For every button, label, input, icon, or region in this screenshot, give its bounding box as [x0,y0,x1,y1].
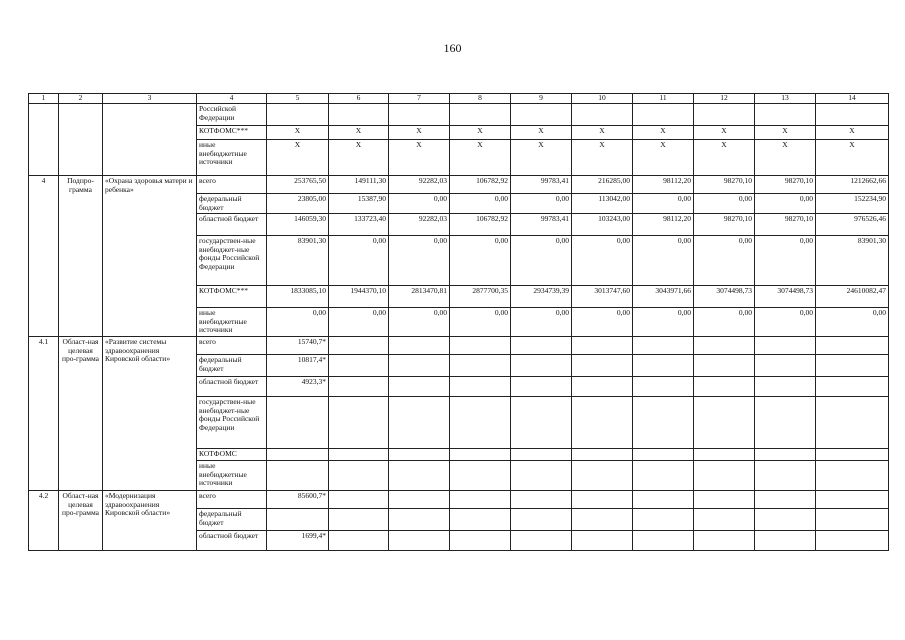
value-cell: 98270,10 [755,214,816,236]
value-cell: 146059,30 [267,214,329,236]
value-cell: 0,00 [572,236,633,286]
value-cell [755,448,816,460]
column-header: 10 [572,94,633,104]
value-cell: 113042,00 [572,194,633,214]
value-cell [572,460,633,490]
value-cell [755,490,816,508]
value-cell [816,460,889,490]
value-cell [694,104,755,126]
column-header: 9 [511,94,572,104]
value-cell: 98270,10 [694,214,755,236]
value-cell: 0,00 [633,308,694,337]
value-cell [816,104,889,126]
value-cell: 4923,3* [267,376,329,396]
value-cell: X [389,126,450,140]
value-cell: X [633,140,694,176]
value-cell: X [267,126,329,140]
value-cell [329,460,389,490]
value-cell [572,376,633,396]
value-cell: 0,00 [511,236,572,286]
value-cell: 3043971,66 [633,286,694,308]
source-cell: иные внебюджетные источники [197,308,267,337]
value-cell: X [572,140,633,176]
value-cell: 103243,00 [572,214,633,236]
value-cell: 92282,03 [389,214,450,236]
value-cell [755,530,816,550]
column-header: 1 [29,94,59,104]
value-cell: 2813470,81 [389,286,450,308]
value-cell: 0,00 [755,194,816,214]
continuation-title-cell [103,104,197,176]
value-cell [572,104,633,126]
value-cell: 0,00 [450,236,511,286]
value-cell: X [450,140,511,176]
value-cell [816,448,889,460]
value-cell: 0,00 [511,194,572,214]
value-cell: 0,00 [389,194,450,214]
section-title: «Модернизация здравоохранения Кировской области» [103,490,197,550]
value-cell: 83901,30 [267,236,329,286]
value-cell: X [816,126,889,140]
value-cell [694,460,755,490]
value-cell [816,508,889,530]
source-cell: КОТФОМС*** [197,126,267,140]
value-cell: 0,00 [389,236,450,286]
value-cell [329,354,389,376]
value-cell: 98112,20 [633,176,694,194]
value-cell: 3013747,60 [572,286,633,308]
value-cell: 99783,41 [511,214,572,236]
source-cell: КОТФОМС [197,448,267,460]
column-header: 3 [103,94,197,104]
value-cell [329,448,389,460]
value-cell [572,490,633,508]
value-cell [633,508,694,530]
value-cell [511,104,572,126]
value-cell [450,396,511,448]
value-cell: 0,00 [633,194,694,214]
source-cell: КОТФОМС*** [197,286,267,308]
column-header: 6 [329,94,389,104]
value-cell: 0,00 [633,236,694,286]
column-header: 8 [450,94,511,104]
value-cell [694,376,755,396]
value-cell: X [572,126,633,140]
value-cell [389,490,450,508]
page-number: 160 [443,41,462,55]
source-cell: федеральный бюджет [197,194,267,214]
value-cell [511,336,572,354]
budget-table [28,93,889,551]
value-cell [511,508,572,530]
value-cell: 23805,00 [267,194,329,214]
source-cell: областной бюджет [197,376,267,396]
column-header: 11 [633,94,694,104]
value-cell: 0,00 [329,236,389,286]
value-cell [694,396,755,448]
value-cell: 99783,41 [511,176,572,194]
value-cell: 0,00 [694,308,755,337]
value-cell: 106782,92 [450,214,511,236]
value-cell [329,530,389,550]
value-cell: 0,00 [511,308,572,337]
value-cell [450,460,511,490]
value-cell: 0,00 [450,194,511,214]
section-type: Област-ная целевая про-грамма [59,336,103,490]
value-cell [694,490,755,508]
value-cell [694,354,755,376]
value-cell [572,354,633,376]
value-cell [572,530,633,550]
source-cell: государствен-ные внебюджет-ные фонды Российской Федерации [197,236,267,286]
source-cell: иные внебюджетные источники [197,460,267,490]
value-cell [633,448,694,460]
continuation-type-cell [59,104,103,176]
value-cell [389,530,450,550]
value-cell [755,104,816,126]
value-cell [633,104,694,126]
value-cell [755,376,816,396]
value-cell: X [267,140,329,176]
value-cell: 0,00 [267,308,329,337]
value-cell [816,336,889,354]
value-cell [511,376,572,396]
table-body [29,104,889,551]
value-cell [511,354,572,376]
value-cell [633,460,694,490]
value-cell: 1212662,66 [816,176,889,194]
value-cell [389,460,450,490]
value-cell: X [694,140,755,176]
value-cell: 92282,03 [389,176,450,194]
value-cell [511,448,572,460]
value-cell [389,336,450,354]
value-cell [633,396,694,448]
section-number: 4 [29,176,59,337]
value-cell: X [511,140,572,176]
value-cell: 976526,46 [816,214,889,236]
value-cell: 85600,7* [267,490,329,508]
value-cell [389,376,450,396]
value-cell [694,448,755,460]
value-cell: 98112,20 [633,214,694,236]
column-header: 12 [694,94,755,104]
value-cell [329,336,389,354]
column-header: 14 [816,94,889,104]
value-cell [450,104,511,126]
value-cell: 24610082,47 [816,286,889,308]
value-cell [389,396,450,448]
source-cell: областной бюджет [197,214,267,236]
section-type: Област-ная целевая про-грамма [59,490,103,550]
value-cell [816,396,889,448]
source-cell: всего [197,490,267,508]
continuation-num-cell [29,104,59,176]
value-cell: 106782,92 [450,176,511,194]
value-cell [450,530,511,550]
value-cell [816,376,889,396]
value-cell: X [389,140,450,176]
value-cell [511,396,572,448]
value-cell: 253765,50 [267,176,329,194]
value-cell [329,490,389,508]
source-cell: государствен-ные внебюджет-ные фонды Российской Федерации [197,396,267,448]
value-cell [572,448,633,460]
source-cell: всего [197,176,267,194]
value-cell: 3074498,73 [755,286,816,308]
value-cell: X [329,126,389,140]
value-cell: 15387,90 [329,194,389,214]
value-cell [511,530,572,550]
value-cell [267,448,329,460]
value-cell: 83901,30 [816,236,889,286]
value-cell [267,396,329,448]
value-cell: 98270,10 [694,176,755,194]
value-cell [816,354,889,376]
value-cell [450,354,511,376]
value-cell: X [816,140,889,176]
value-cell: X [511,126,572,140]
value-cell [450,336,511,354]
table-row [29,104,889,126]
value-cell [329,396,389,448]
value-cell: 1699,4* [267,530,329,550]
value-cell: 0,00 [389,308,450,337]
value-cell [755,508,816,530]
value-cell: 98270,10 [755,176,816,194]
value-cell: X [694,126,755,140]
value-cell [389,354,450,376]
value-cell [816,530,889,550]
table-row [29,176,889,194]
value-cell: 0,00 [694,194,755,214]
source-cell: федеральный бюджет [197,354,267,376]
value-cell [755,460,816,490]
section-title: «Охрана здоровья матери и ребенка» [103,176,197,337]
value-cell [450,490,511,508]
value-cell [694,530,755,550]
value-cell [572,396,633,448]
value-cell [694,336,755,354]
value-cell: 0,00 [450,308,511,337]
value-cell [633,490,694,508]
value-cell: 1944370,10 [329,286,389,308]
value-cell [511,490,572,508]
value-cell: 2934739,39 [511,286,572,308]
value-cell [755,396,816,448]
source-cell: областной бюджет [197,530,267,550]
value-cell: 3074498,73 [694,286,755,308]
section-number: 4.2 [29,490,59,550]
value-cell: 152234,90 [816,194,889,214]
column-header: 13 [755,94,816,104]
value-cell: X [329,140,389,176]
section-title: «Развитие системы здравоохранения Кировской области» [103,336,197,490]
value-cell: 0,00 [572,308,633,337]
value-cell [329,104,389,126]
value-cell: 0,00 [694,236,755,286]
value-cell: 2877700,35 [450,286,511,308]
value-cell: X [450,126,511,140]
value-cell [694,508,755,530]
value-cell [572,508,633,530]
value-cell [329,376,389,396]
value-cell [633,354,694,376]
value-cell [633,336,694,354]
value-cell: 0,00 [329,308,389,337]
value-cell [267,460,329,490]
section-type: Подпро-грамма [59,176,103,337]
column-header: 5 [267,94,329,104]
value-cell [633,530,694,550]
value-cell [450,508,511,530]
source-cell: всего [197,336,267,354]
value-cell: 0,00 [755,236,816,286]
value-cell [389,104,450,126]
source-cell: иные внебюджетные источники [197,140,267,176]
value-cell: X [755,140,816,176]
column-header: 2 [59,94,103,104]
value-cell: 15740,7* [267,336,329,354]
value-cell: 149111,30 [329,176,389,194]
table-row [29,336,889,354]
value-cell [816,490,889,508]
column-header: 7 [389,94,450,104]
source-cell: Российской Федерации [197,104,267,126]
value-cell: 133723,40 [329,214,389,236]
value-cell [329,508,389,530]
value-cell [450,376,511,396]
value-cell: 1833085,10 [267,286,329,308]
section-number: 4.1 [29,336,59,490]
value-cell [389,448,450,460]
column-header: 4 [197,94,267,104]
header-row [29,94,889,104]
value-cell: X [755,126,816,140]
value-cell: 216285,00 [572,176,633,194]
value-cell [511,460,572,490]
value-cell [633,376,694,396]
value-cell: 10817,4* [267,354,329,376]
table-row [29,490,889,508]
value-cell: 0,00 [755,308,816,337]
value-cell [755,336,816,354]
value-cell [755,354,816,376]
source-cell: федеральный бюджет [197,508,267,530]
value-cell [267,104,329,126]
value-cell [267,508,329,530]
value-cell: X [633,126,694,140]
value-cell [389,508,450,530]
value-cell [572,336,633,354]
value-cell: 0,00 [816,308,889,337]
value-cell [450,448,511,460]
